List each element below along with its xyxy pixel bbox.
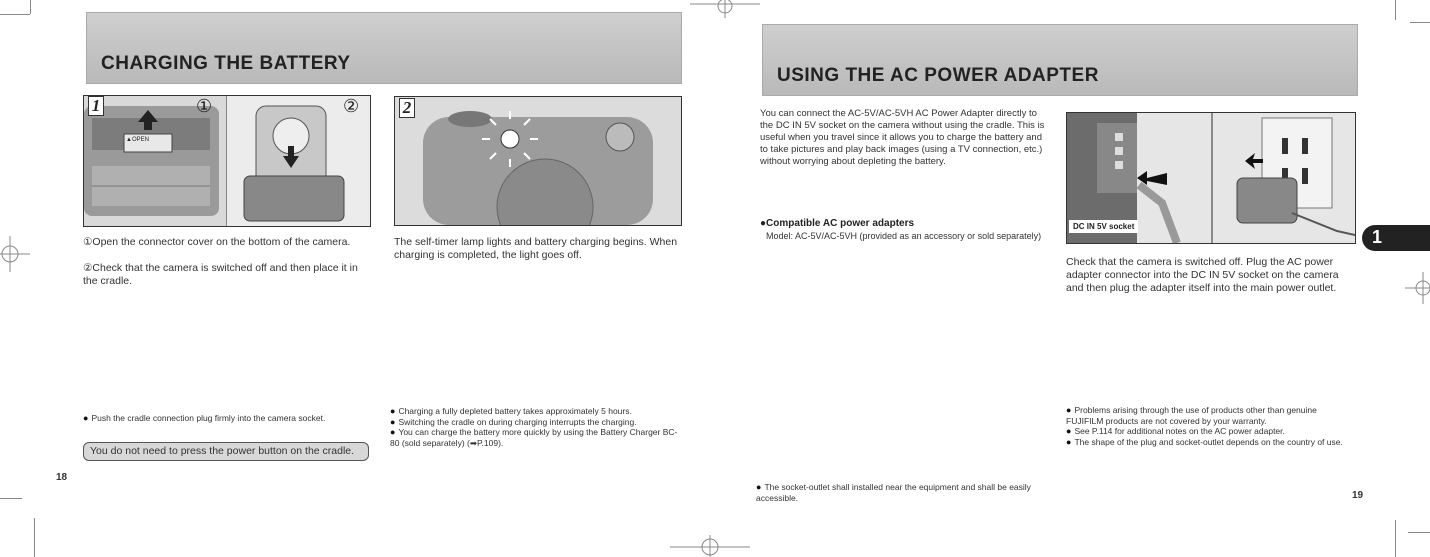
step1-illustration	[83, 95, 371, 227]
note-item: ● You can charge the battery more quickly by using the Battery Charger BC-80 (sold separately) (➡P.109).	[390, 427, 682, 448]
note-socket-outlet: ● The socket-outlet shall installed near the equipment and shall be easily accessible.	[756, 482, 1046, 503]
registration-mark	[1410, 22, 1430, 24]
note-box: You do not need to press the power button on the cradle.	[83, 442, 369, 461]
crosshair-mark	[1405, 268, 1430, 308]
page-number: 19	[1352, 490, 1364, 501]
registration-mark	[0, 498, 22, 500]
page-number: 18	[56, 472, 68, 483]
step-number: 2	[399, 98, 415, 118]
ac-adapter-caption: Check that the camera is switched off. Plug the AC power adapter connector into the DC IN 5V socket on the camera and then plug the adapter itself into the main power outlet.	[1066, 256, 1339, 294]
right-notes-list	[1066, 405, 1356, 447]
registration-mark	[1395, 520, 1397, 557]
page-title: CHARGING THE BATTERY	[101, 53, 351, 74]
registration-mark	[1408, 532, 1430, 534]
section-banner	[86, 12, 682, 84]
intro-paragraph: You can connect the AC-5V/AC-5VH AC Power Adapter directly to the DC IN 5V socket on the camera without using the cradle. This is useful when you travel since it allows you to charge the battery and to take pictures and play back images (using a TV connection, etc.) without worrying about depleting the battery.	[760, 108, 1045, 167]
left-notes-list	[390, 406, 682, 448]
compat-heading-text: Compatible AC power adapters	[766, 218, 915, 229]
section-banner	[762, 24, 1358, 96]
registration-mark	[0, 14, 30, 16]
page-title: USING THE AC POWER ADAPTER	[777, 65, 1099, 86]
crosshair-mark	[670, 535, 750, 557]
registration-mark	[34, 518, 36, 557]
step1-caption-1: ①Open the connector cover on the bottom of the camera.	[83, 236, 351, 248]
note-item: ● Problems arising through the use of products other than genuine FUJIFILM products are not covered by your warranty.	[1066, 405, 1356, 426]
note-item: ● The shape of the plug and socket-outlet depends on the country of use.	[1066, 437, 1356, 448]
registration-mark	[30, 0, 32, 14]
compat-model: Model: AC-5V/AC-5VH (provided as an accessory or sold separately)	[766, 231, 1042, 241]
step2-illustration	[394, 96, 682, 226]
callout-number: ①	[196, 96, 213, 116]
step1-caption-2: ②Check that the camera is switched off and then place it in the cradle.	[83, 262, 358, 287]
callout-number: ②	[343, 96, 360, 116]
crosshair-mark	[690, 0, 760, 20]
chapter-number: 1	[1372, 227, 1383, 247]
crosshair-mark	[0, 234, 30, 274]
step-number: 1	[88, 96, 104, 116]
bullet-icon: ●	[760, 218, 767, 229]
camera-bottom-image	[84, 96, 370, 226]
socket-label: DC IN 5V socket	[1069, 220, 1138, 233]
note-item: ● Switching the cradle on during charging interrupts the charging.	[390, 417, 682, 428]
registration-mark	[1395, 0, 1397, 20]
open-label: ▲OPEN	[126, 137, 149, 143]
note-item: ● See P.114 for additional notes on the AC power adapter.	[1066, 426, 1356, 437]
note-push-plug: ● Push the cradle connection plug firmly into the camera socket.	[83, 413, 363, 424]
note-item: ● Charging a fully depleted battery takes approximately 5 hours.	[390, 406, 682, 417]
compat-heading	[760, 218, 914, 229]
camera-lamp-image	[395, 97, 681, 225]
step2-caption: The self-timer lamp lights and battery charging begins. When charging is completed, the light goes off.	[394, 236, 678, 261]
chapter-tab	[1362, 225, 1430, 251]
